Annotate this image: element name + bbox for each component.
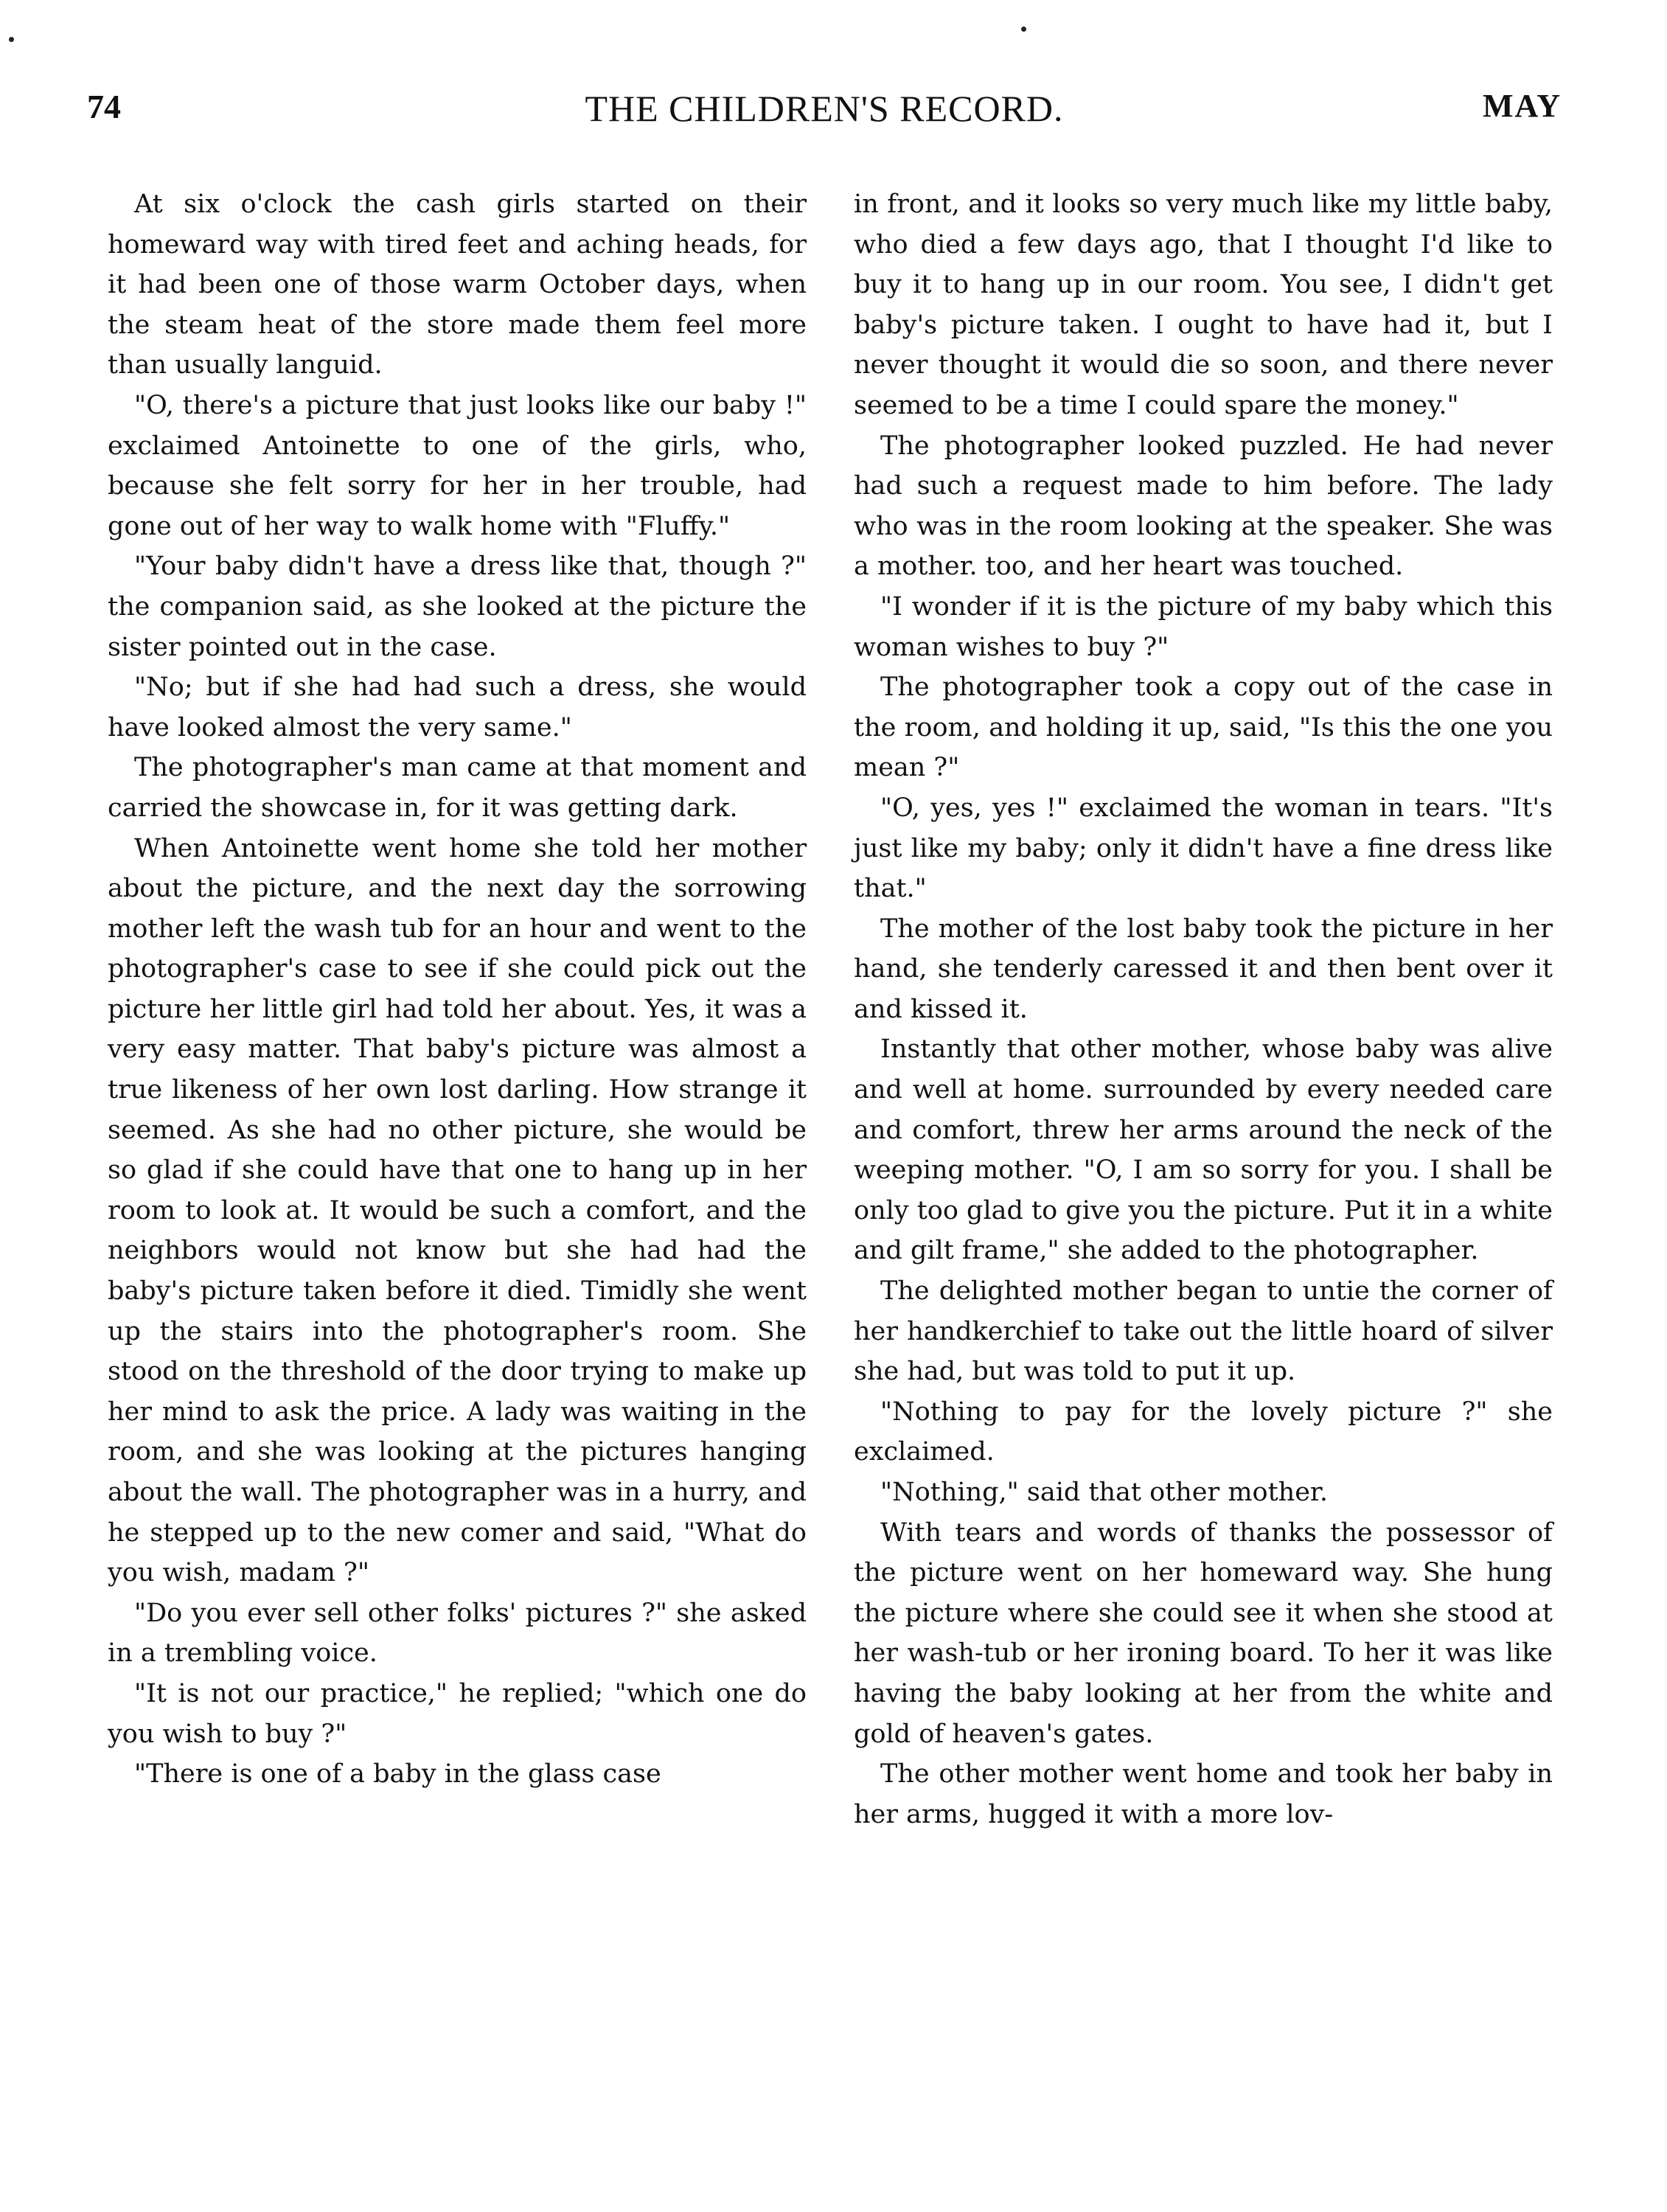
paragraph: At six o'clock the cash girls started on their homeward way with tired feet and aching heads, for it had been one of those warm October days, when the steam heat of the store made them feel more than usually languid. (108, 189, 807, 380)
paragraph: The photographer took a copy out of the case in the room, and holding it up, said, "Is this the one you mean ?" (854, 672, 1553, 783)
issue-month: MAY (1482, 88, 1562, 124)
paragraph: The mother of the lost baby took the picture in her hand, she tenderly caressed it and then bent over it and kissed it. (854, 914, 1553, 1024)
paragraph: Instantly that other mother, whose baby was alive and well at home. surrounded by every needed care and comfort, threw her arms around the neck of the weeping mother. "O, I am so sorry for you. I shall be only too glad to give you the picture. Put it in a white and gilt frame," she added to the photographer. (854, 1034, 1553, 1266)
paragraph: The other mother went home and took her baby in her arms, hugged it with a more lov- (854, 1759, 1553, 1829)
print-speck (9, 37, 14, 42)
paragraph: The photographer's man came at that moment and carried the showcase in, for it was getting dark. (108, 753, 807, 823)
print-speck (1021, 27, 1026, 32)
paragraph: "Do you ever sell other folks' pictures ?" she asked in a trembling voice. (108, 1598, 807, 1669)
paragraph: "It is not our practice," he replied; "which one do you wish to buy ?" (108, 1678, 807, 1749)
paragraph: "Your baby didn't have a dress like that, though ?" the companion said, as she looked at the picture the sister pointed out in the case. (108, 552, 807, 662)
paragraph: "There is one of a baby in the glass case (134, 1759, 661, 1790)
page-header (87, 87, 1562, 146)
paragraph: "O, yes, yes !" exclaimed the woman in tears. "It's just like my baby; only it didn't have a fine dress like that." (854, 793, 1553, 904)
paragraph: "Nothing to pay for the lovely picture ?" she exclaimed. (854, 1397, 1553, 1467)
paragraph: The photographer looked puzzled. He had never had such a request made to him before. The lady who was in the room looking at the speaker. She was a mother. too, and her heart was touched. (854, 431, 1553, 582)
paragraph: "O, there's a picture that just looks like our baby !" exclaimed Antoinette to one of the girls, who, because she felt sorry for her in her trouble, had gone out of her way to walk home with "Fluffy." (108, 390, 807, 541)
page-number: 74 (87, 88, 121, 125)
paragraph: When Antoinette went home she told her mother about the picture, and the next day the sorrowing mother left the wash tub for an hour and went to the photographer's case to see if she could pick out the picture her little girl had told her about. Yes, it was a very easy matter. That baby's picture was almost a true likeness of her own lost darling. How strange it seemed. As she had no other picture, she would be so glad if she could have that one to hang up in her room to look at. It would be such a comfort, and the neighbors would not know but she had had the baby's picture taken before it died. Timidly she went up the stairs into the photographer's room. She stood on the threshold of the door trying to make up her mind to ask the price. A lady was waiting in the room, and she was looking at the pictures hanging about the wall. The photographer was in a hurry, and he stepped up to the new comer and said, "What do you wish, madam ?" (108, 833, 807, 1588)
paragraph: With tears and words of thanks the possessor of the picture went on her homeward way. She hung the picture where she could see it when she stood at her wash-tub or her ironing board. To her it was like having the baby looking at her from the white and gold of heaven's gates. (854, 1517, 1553, 1749)
paragraph: "Nothing," said that other mother. (880, 1478, 1328, 1507)
paragraph-continued: in front, and it looks so very much like my little baby, who died a few days ago, that I thought I'd like to buy it to hang up in our room. You see, I didn't get baby's picture taken. I ought to have had it, but I never thought it would die so soon, and there never seemed to be a time I could spare the money." (854, 189, 1553, 420)
paragraph: The delighted mother began to untie the corner of her handkerchief to take out the little hoard of silver she had, but was told to put it up. (854, 1276, 1553, 1387)
paragraph: "I wonder if it is the picture of my baby which this woman wishes to buy ?" (854, 591, 1553, 662)
right-column (854, 184, 1553, 1834)
left-column (108, 184, 807, 1795)
running-title: THE CHILDREN'S RECORD. (585, 88, 1064, 129)
paragraph: "No; but if she had had such a dress, she would have looked almost the very same." (108, 672, 807, 742)
